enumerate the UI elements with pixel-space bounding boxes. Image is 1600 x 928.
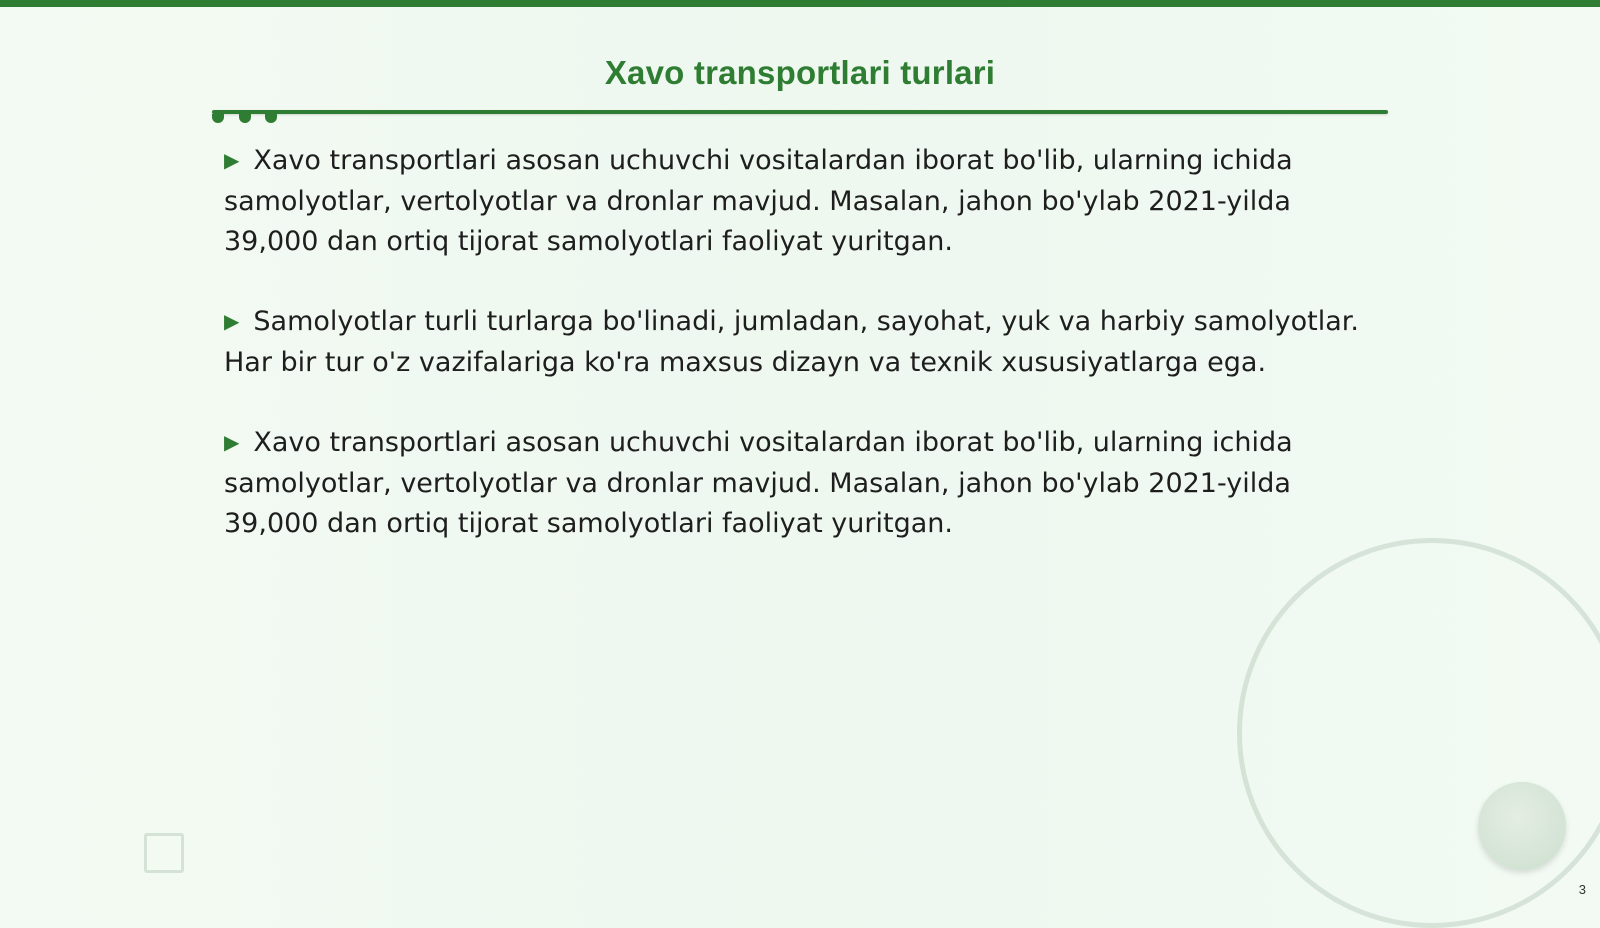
bullet-item [224, 423, 1364, 544]
bullet-text: Samolyotlar turli turlarga bo'linadi, jumladan, sayohat, yuk va harbiy samolyotlar. Har bir tur o'z vazifalariga ko'ra maxsus dizayn va texnik xususiyatlarga ega. [224, 306, 1359, 378]
decorative-square-outline [144, 833, 184, 873]
triangle-right-icon: ▶ [224, 430, 240, 454]
triangle-right-icon: ▶ [224, 148, 240, 172]
slide-title: Xavo transportlari turlari [604, 54, 996, 91]
title-underline [212, 110, 1388, 114]
decorative-dot [212, 114, 224, 123]
bullet-item [224, 302, 1364, 383]
decorative-dot [265, 114, 277, 123]
triangle-right-icon: ▶ [224, 309, 240, 333]
decorative-circle-outline [1237, 538, 1600, 928]
bullet-list [224, 141, 1364, 584]
page-number: 3 [1578, 882, 1586, 897]
decorative-dot [239, 114, 251, 123]
decorative-circle-filled [1478, 782, 1566, 870]
bullet-text: Xavo transportlari asosan uchuvchi vositalardan iborat bo'lib, ularning ichida samolyotlar, vertolyotlar va dronlar mavjud. Masalan, jahon bo'ylab 2021-yilda 39,000 dan ortiq tijorat samolyotlari faoliyat yuritgan. [224, 427, 1293, 539]
top-accent-bar [0, 0, 1600, 7]
bullet-text: Xavo transportlari asosan uchuvchi vositalardan iborat bo'lib, ularning ichida samolyotlar, vertolyotlar va dronlar mavjud. Masalan, jahon bo'ylab 2021-yilda 39,000 dan ortiq tijorat samolyotlari faoliyat yuritgan. [224, 145, 1293, 257]
bullet-item [224, 141, 1364, 262]
